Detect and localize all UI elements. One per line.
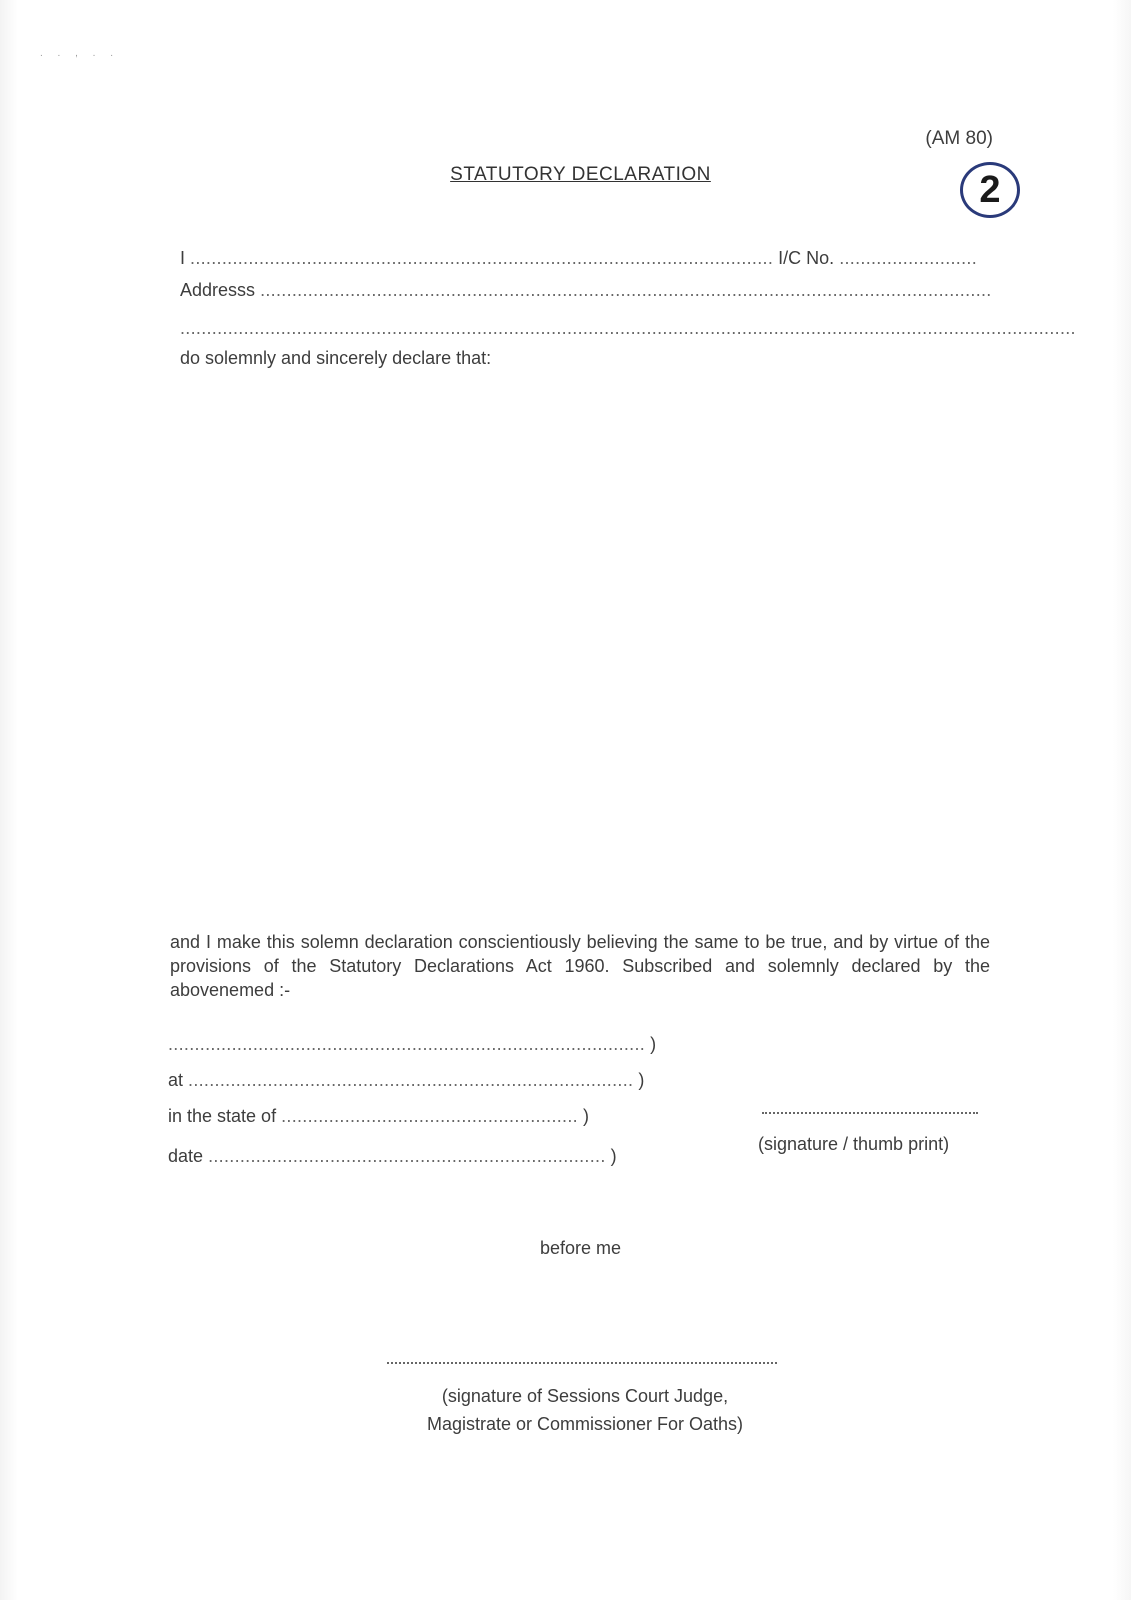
name-ic-line bbox=[180, 248, 980, 269]
at-label: at bbox=[168, 1070, 184, 1090]
at-field[interactable]: .................................................................................... bbox=[188, 1070, 634, 1090]
state-label: in the state of bbox=[168, 1106, 277, 1126]
name-label: I bbox=[180, 248, 186, 268]
judge-caption-line-1: (signature of Sessions Court Judge, bbox=[441, 1386, 729, 1406]
address-line-1 bbox=[180, 280, 992, 301]
subscription-line-name bbox=[168, 1034, 688, 1055]
form-code: (AM 80) bbox=[925, 128, 993, 149]
name-field[interactable]: .............................................................................................................. bbox=[190, 248, 774, 268]
judge-caption bbox=[380, 1382, 790, 1438]
judge-caption-line-2: Magistrate or Commissioner For Oaths) bbox=[426, 1414, 744, 1434]
statement-paragraph: and I make this solemn declaration conscientiously believing the same to be true, and by virtue of the provisions of the Statutory Declarations Act 1960. Subscribed and solemnly declared by the abovenemed :- bbox=[170, 932, 990, 1000]
subscription-line-date bbox=[168, 1146, 688, 1167]
page-number: 2 bbox=[979, 168, 1001, 211]
signature-caption: (signature / thumb print) bbox=[758, 1134, 950, 1154]
ic-field[interactable]: .......................... bbox=[839, 248, 978, 268]
bracket: ) bbox=[638, 1070, 645, 1090]
address-field-1[interactable]: .......................................................................................................................................... bbox=[260, 280, 992, 300]
address-field-2[interactable]: ......................................................................................................................................................................... bbox=[180, 318, 1076, 338]
declare-text: do solemnly and sincerely declare that: bbox=[180, 348, 492, 368]
scan-specks: . . , . . bbox=[40, 48, 120, 59]
subscription-line-state bbox=[168, 1106, 688, 1127]
date-field[interactable]: ........................................................................... bbox=[208, 1146, 606, 1166]
bracket: ) bbox=[582, 1106, 589, 1126]
declarant-signature-line[interactable] bbox=[762, 1112, 978, 1114]
date-label: date bbox=[168, 1146, 204, 1166]
address-label: Addresss bbox=[180, 280, 256, 300]
subscription-line-at bbox=[168, 1070, 688, 1091]
state-field[interactable]: ........................................................ bbox=[281, 1106, 578, 1126]
judge-signature-line[interactable] bbox=[387, 1362, 777, 1364]
address-line-2 bbox=[180, 318, 1076, 339]
before-me-text: before me bbox=[539, 1238, 622, 1258]
ic-label: I/C No. bbox=[778, 248, 835, 268]
document-title: STATUTORY DECLARATION bbox=[450, 164, 711, 185]
subscription-name-field[interactable]: .......................................................................................... bbox=[168, 1034, 646, 1054]
bracket: ) bbox=[610, 1146, 617, 1166]
bracket: ) bbox=[650, 1034, 657, 1054]
